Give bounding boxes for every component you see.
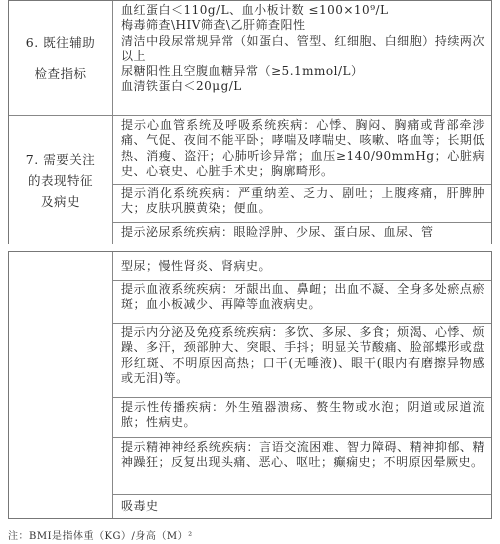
table-upper: [8, 0, 492, 245]
symptom-cardio-respiratory: 提示心血管系统及呼吸系统疾病：心悸、胸闷、胸痛或背部牵涉痛、气促、夜间不能平卧；哮喘及哮喘史、咳嗽、咯血等；长期低热、消瘦、盗汗；心肺听诊异常；血压≥140/90mmHg；心脏病史、心衰史、心脏手术史；胸廓畸形。: [121, 118, 485, 178]
section-6-label: [9, 1, 112, 115]
symptom-neuro-psychiatric: 提示精神神经系统疾病：言语交流困难、智力障碍、精神抑郁、精神躁狂；反复出现头痛、恶心、呕吐；癫痫史；不明原因晕厥史。: [121, 440, 485, 470]
symptom-endocrine-immune: 提示内分泌及免疫系统疾病：多饮、多尿、多食；烦渴、心悸、烦躁、多汗，颈部肿大、突眼、手抖；明显关节酸痛、脸部蝶形或盘形红斑、不明原因高热；口干(无唾液)、眼干(眼内有磨擦异物感或无泪)等。: [121, 325, 485, 385]
symptom-std: 提示性传播疾病：外生殖器溃疡、赘生物或水泡；阴道或尿道流脓；性病史。: [121, 400, 485, 430]
symptom-urinary-part-2: 型尿；慢性肾炎、肾病史。: [121, 259, 272, 273]
table-lower: [8, 251, 492, 519]
lab-item-screening: 梅毒筛查\HIV筛查\乙肝筛查阳性: [121, 18, 306, 33]
column-divider: [112, 252, 113, 518]
symptom-blood: 提示血液系统疾病：牙龈出血、鼻衄；出血不凝、全身多处瘀点瘀斑；血小板减少、再障等血液病史。: [121, 282, 485, 312]
section-7-label: [9, 115, 112, 246]
section-6-label-line-1: 6. 既往辅助: [25, 35, 96, 50]
column-divider: [112, 1, 113, 244]
section-7-label-line-1: 7. 需要关注: [25, 152, 96, 167]
page-break: [0, 244, 500, 251]
footnote: 注：BMI是指体重（KG）/身高（M）²: [8, 531, 193, 542]
row-divider: [112, 222, 491, 223]
section-7-label-line-2: 的表现特征: [27, 173, 93, 188]
row-divider: [112, 437, 491, 438]
section-6-label-line-2: 检查指标: [34, 66, 87, 81]
lab-item-urine: 清洁中段尿常规异常（如蛋白、管型、红细胞、白细胞）持续两次以上: [121, 33, 485, 63]
section-6-content: [121, 3, 485, 95]
row-divider: [112, 494, 491, 495]
row-divider: [112, 280, 491, 281]
section-7-label-line-3: 及病史: [40, 194, 80, 209]
row-divider: [112, 184, 491, 185]
lab-item-hemoglobin: 血红蛋白＜110g/L、血小板计数 ≤100×10⁹/L: [121, 3, 389, 17]
lab-item-glucose: 尿糖阳性且空腹血糖异常（≥5.1mmol/L）: [121, 64, 364, 79]
row-divider: [112, 323, 491, 324]
symptom-digestive: 提示消化系统疾病：严重纳差、乏力、剧吐；上腹疼痛，肝脾肿大；皮肤巩膜黄染；便血。: [121, 186, 485, 216]
history-drug-use: 吸毒史: [121, 499, 159, 513]
row-divider: [112, 397, 491, 398]
symptom-urinary-part-1: 提示泌尿系统疾病：眼睑浮肿、少尿、蛋白尿、血尿、管: [121, 225, 434, 239]
lab-item-ferritin: 血清铁蛋白＜20μg/L: [121, 79, 242, 94]
